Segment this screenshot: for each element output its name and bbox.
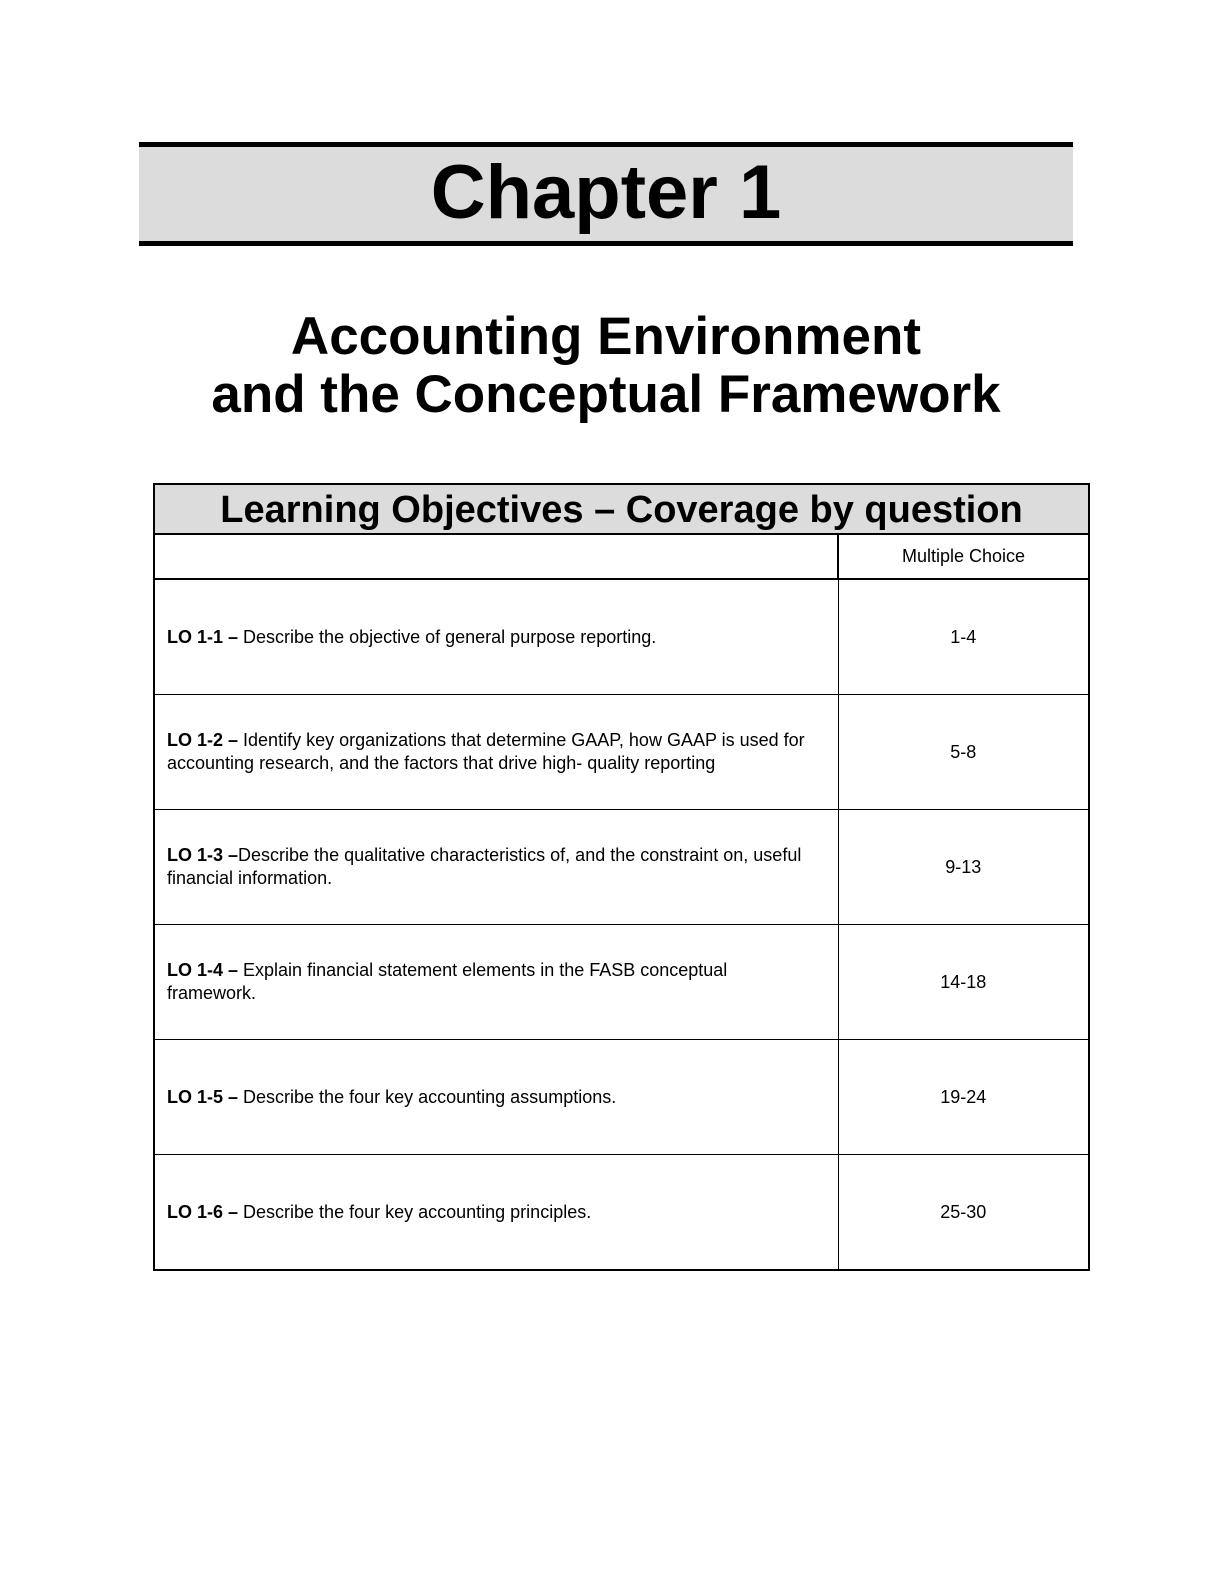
objective-text: Describe the four key accounting assumptions. (238, 1086, 617, 1107)
objective-description (154, 1040, 838, 1155)
table-row (154, 579, 1089, 695)
table-header-row (154, 534, 1089, 579)
subtitle-line-1: Accounting Environment (290, 307, 922, 366)
objective-code: LO 1-4 – (167, 960, 239, 980)
learning-objectives-table (153, 483, 1090, 1271)
multiple-choice-range: 5-8 (838, 695, 1089, 810)
table-row (154, 695, 1089, 810)
column-header-multiple-choice: Multiple Choice (838, 534, 1089, 579)
objective-text: Describe the qualitative characteristics of, and the constraint on, useful financial information. (167, 845, 802, 888)
objective-code: LO 1-3 – (167, 845, 239, 865)
table-row (154, 810, 1089, 925)
multiple-choice-range: 14-18 (838, 925, 1089, 1040)
table-row (154, 1040, 1089, 1155)
objective-code: LO 1-2 – (167, 730, 239, 750)
objective-text: Describe the four key accounting principles. (238, 1201, 592, 1222)
table-title: Learning Objectives – Coverage by question (154, 484, 1089, 534)
multiple-choice-range: 9-13 (838, 810, 1089, 925)
chapter-title: Chapter 1 (430, 150, 782, 235)
objective-code: LO 1-1 – (167, 626, 239, 647)
objective-code: LO 1-5 – (167, 1086, 239, 1107)
objective-description (154, 695, 838, 810)
chapter-subtitle (0, 308, 1212, 424)
chapter-banner (139, 142, 1073, 246)
multiple-choice-range: 19-24 (838, 1040, 1089, 1155)
table-row (154, 1155, 1089, 1271)
objective-description (154, 925, 838, 1040)
objective-code: LO 1-6 – (167, 1201, 239, 1222)
subtitle-line-2: and the Conceptual Framework (211, 365, 1001, 424)
objective-text: Explain financial statement elements in the FASB conceptual framework. (167, 960, 728, 1003)
multiple-choice-range: 25-30 (838, 1155, 1089, 1271)
objective-description (154, 1155, 838, 1271)
table-row (154, 925, 1089, 1040)
objective-description (154, 810, 838, 925)
objective-description (154, 579, 838, 695)
column-header-description (154, 534, 838, 579)
objective-text: Describe the objective of general purpose reporting. (238, 626, 657, 647)
multiple-choice-range: 1-4 (838, 579, 1089, 695)
table-title-row (154, 484, 1089, 534)
objective-text: Identify key organizations that determine GAAP, how GAAP is used for accounting research, and the factors that drive high- quality reporting (167, 730, 805, 773)
